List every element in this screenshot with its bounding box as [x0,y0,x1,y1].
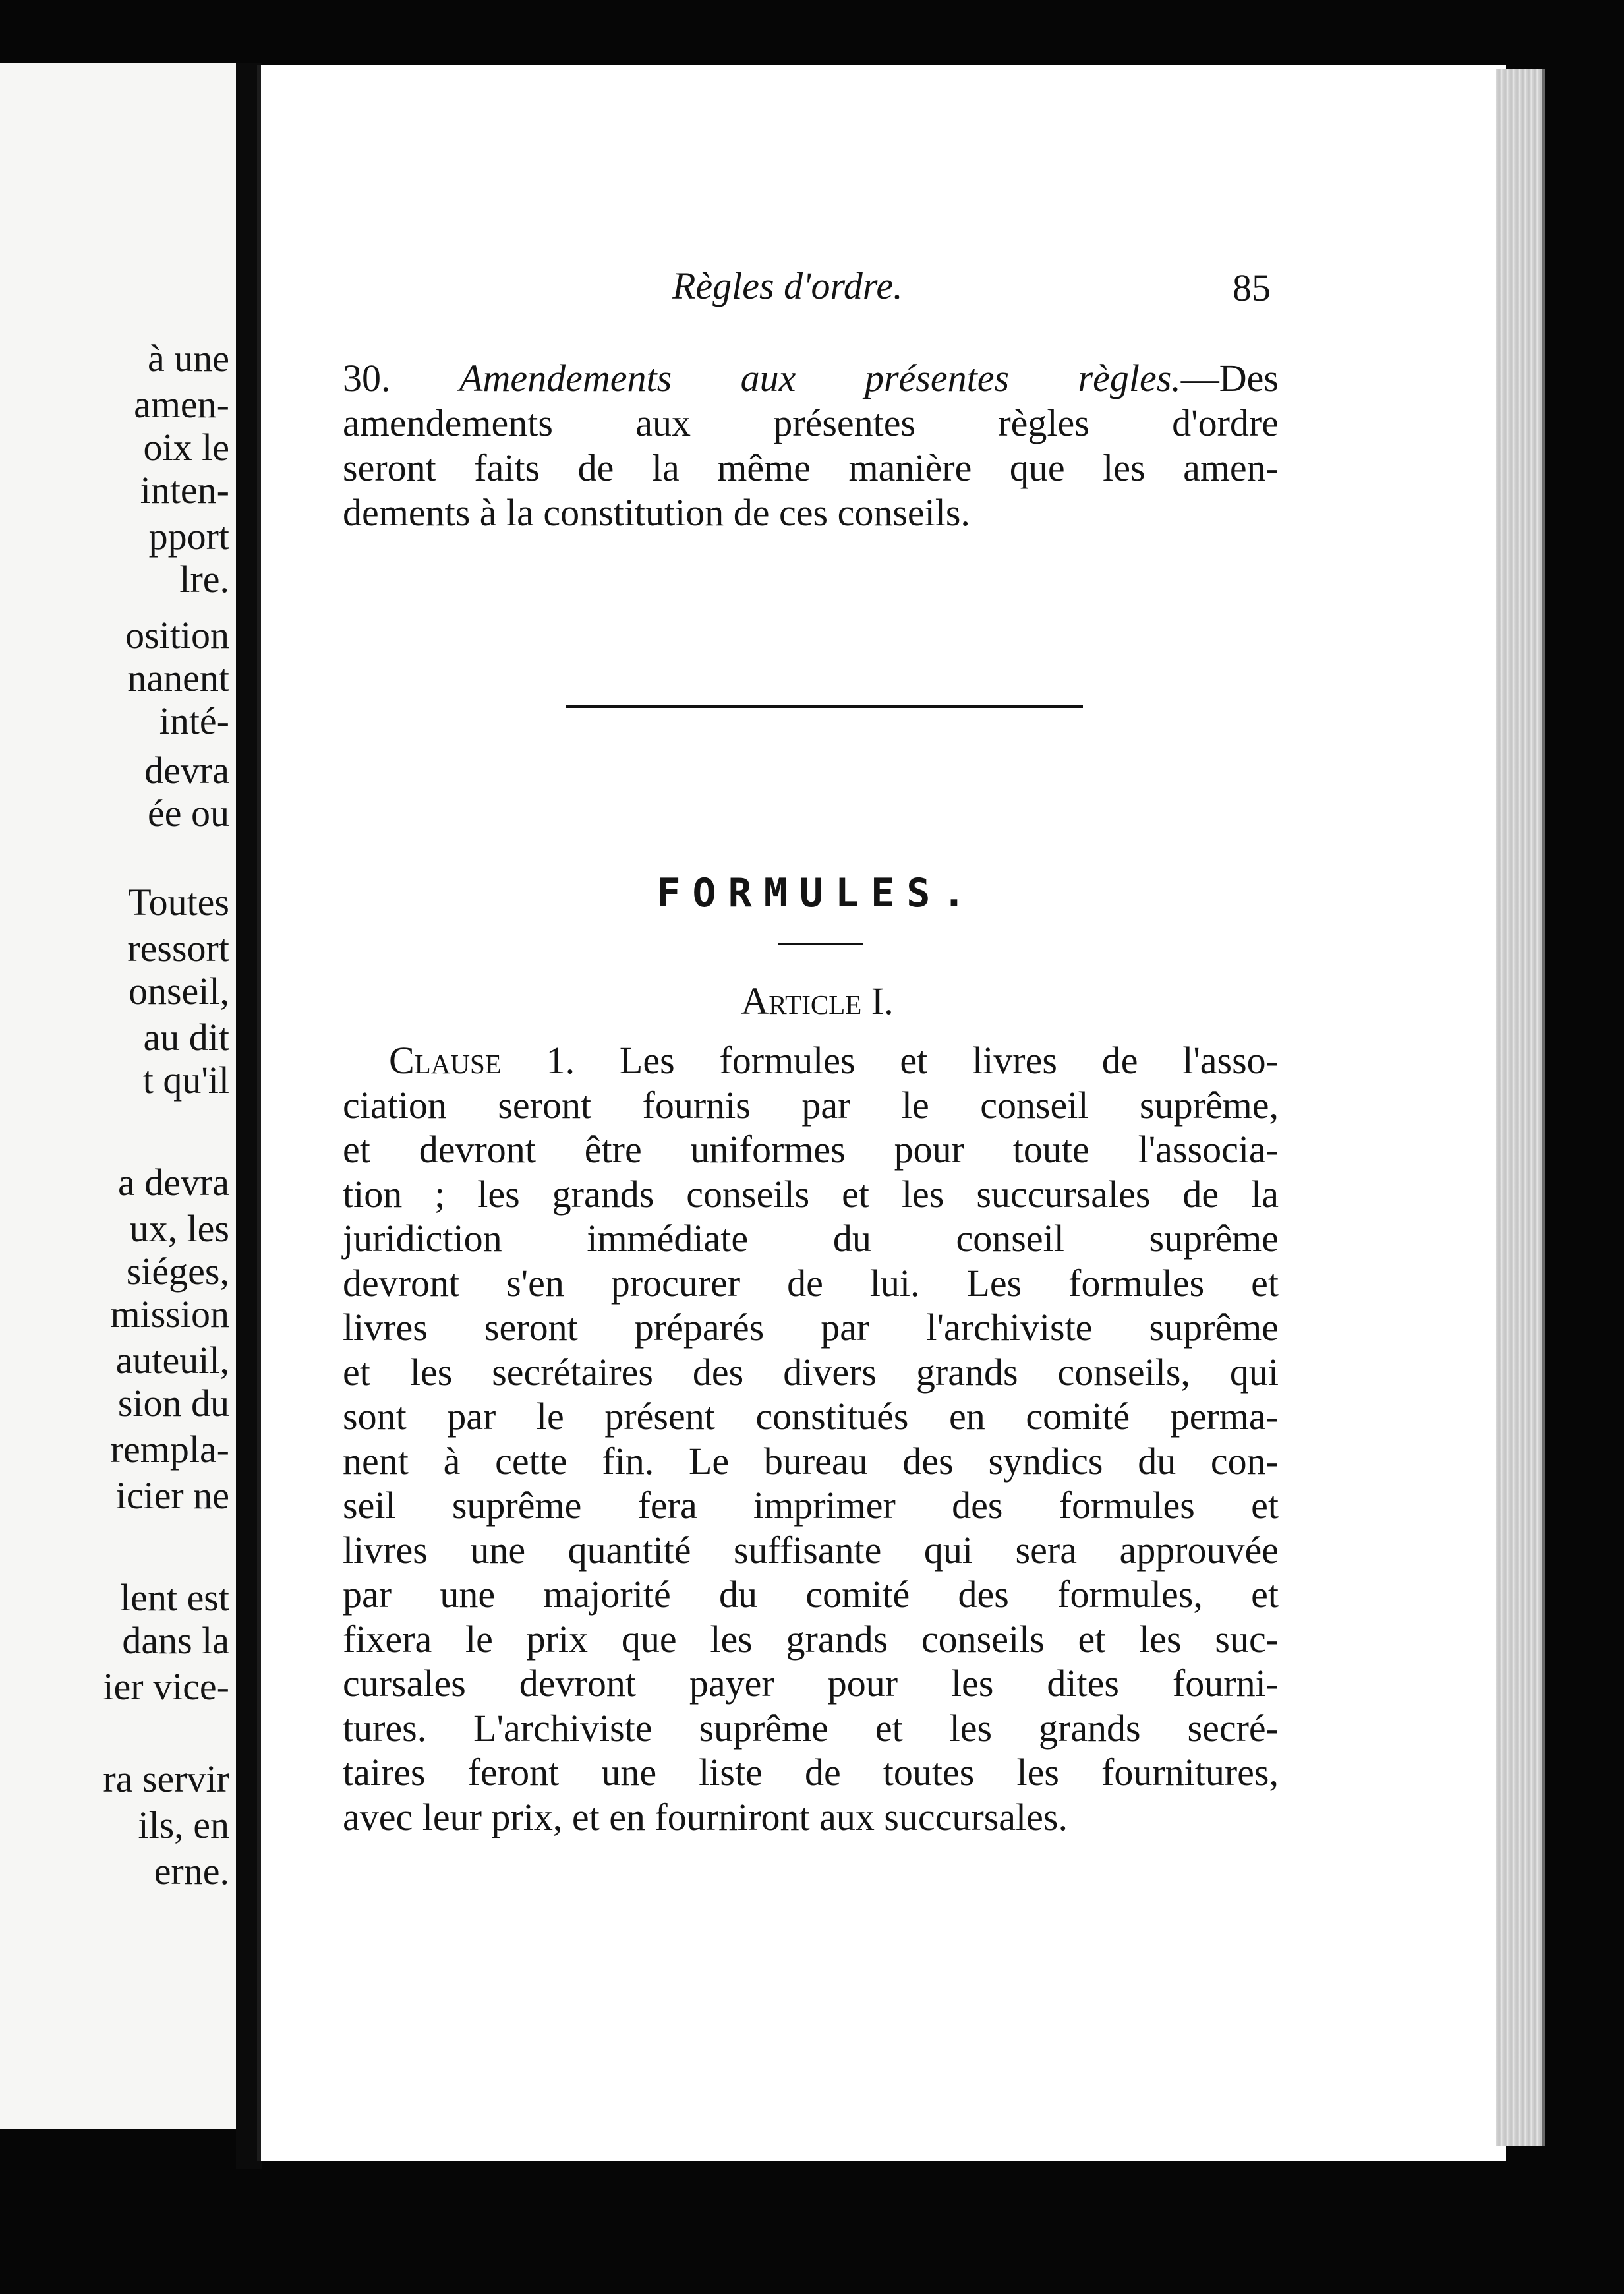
facing-page-line: siéges, [126,1250,229,1293]
page-edges [1496,69,1545,2146]
facing-page-line: ée ou [148,792,229,835]
amendments-first-line [343,356,1279,401]
amendments-line: amendements aux présentes règles d'ordre [343,401,1279,444]
amendment-first-line-rest: —Des [1180,357,1279,399]
clause-line: cursales devront payer pour les dites fourni- [343,1662,1279,1705]
facing-page-line: icier ne [115,1474,229,1517]
facing-page-line: Toutes [128,881,229,924]
facing-page-line: sion du [117,1382,229,1425]
facing-page-line: ra servir [103,1757,229,1800]
clause-line: tures. L'archiviste suprême et les grands secré- [343,1706,1279,1750]
facing-page-line: nanent [127,657,229,699]
amendments-paragraph [343,356,1279,535]
facing-page-line: au dit [143,1016,229,1059]
article-heading: Article I. [741,980,894,1022]
clause-line: taires feront une liste de toutes les fournitures, [343,1751,1279,1794]
scan-background [0,2169,1624,2294]
facing-page-line: ressort [127,927,229,970]
clause-line: livres une quantité suffisante qui sera approuvée [343,1528,1279,1572]
facing-page-line: rempla- [110,1428,229,1471]
clause-line: et les secrétaires des divers grands conseils, qui [343,1350,1279,1394]
clause-line: livres seront préparés par l'archiviste suprême [343,1306,1279,1349]
clause-paragraph [343,1038,1279,1839]
page-number: 85 [1232,266,1271,309]
clause-line: seil suprême fera imprimer des formules et [343,1484,1279,1527]
clause-line: et devront être uniformes pour toute l'associa- [343,1128,1279,1171]
facing-page-line: t qu'il [142,1059,229,1102]
clause-line: par une majorité du comité des formules, et [343,1573,1279,1616]
facing-page-line: à une [148,337,229,380]
facing-page-line: lent est [120,1576,229,1619]
section-title: FORMULES. [656,870,978,916]
clause-line: devront s'en procurer de lui. Les formules et [343,1261,1279,1305]
clause-first-line [343,1038,1279,1083]
clause-line: nent à cette fin. Le bureau des syndics du con- [343,1439,1279,1483]
facing-page-line: mission [110,1293,229,1336]
facing-page-line: devra [144,749,229,792]
clause-line: juridiction immédiate du conseil suprême [343,1217,1279,1260]
facing-page-line: pport [148,515,229,558]
facing-page-line: inté- [159,699,229,742]
facing-page-line: amen- [134,383,229,426]
facing-page-line: inten- [140,469,229,512]
clause-line: sont par le présent constitués en comité perma- [343,1395,1279,1438]
amendments-line: seront faits de la même manière que les amen- [343,446,1279,489]
running-head: Règles d'ordre. [672,264,903,307]
facing-page-line: lre. [179,558,229,601]
clause-first-line-rest: Les formules et livres de l'asso- [619,1039,1279,1082]
title-rule [778,943,863,945]
amendment-number: 30. [343,357,391,399]
facing-page-line: ux, les [129,1207,229,1250]
facing-page-line: auteuil, [115,1339,229,1382]
amendment-heading: Amendements aux présentes règles. [459,357,1181,399]
facing-page-line: osition [125,614,229,657]
amendments-line: dements à la constitution de ces conseils. [343,491,970,534]
facing-page [0,63,240,2129]
facing-page-line: a devra [117,1161,229,1204]
facing-page-line: erne. [154,1850,229,1893]
facing-page-line: oix le [143,426,229,469]
section-divider [566,705,1083,708]
clause-line: fixera le prix que les grands conseils et les suc- [343,1617,1279,1661]
facing-page-line: ier vice- [103,1665,229,1708]
clause-line: ciation seront fournis par le conseil suprême, [343,1083,1279,1127]
facing-page-line: ils, en [138,1804,229,1846]
clause-line: avec leur prix, et en fourniront aux succursales. [343,1795,1068,1838]
facing-page-line: onseil, [128,970,229,1013]
clause-label: Clause 1. [389,1039,575,1082]
clause-line: tion ; les grands conseils et les succursales de la [343,1172,1279,1216]
facing-page-line: dans la [122,1619,229,1662]
